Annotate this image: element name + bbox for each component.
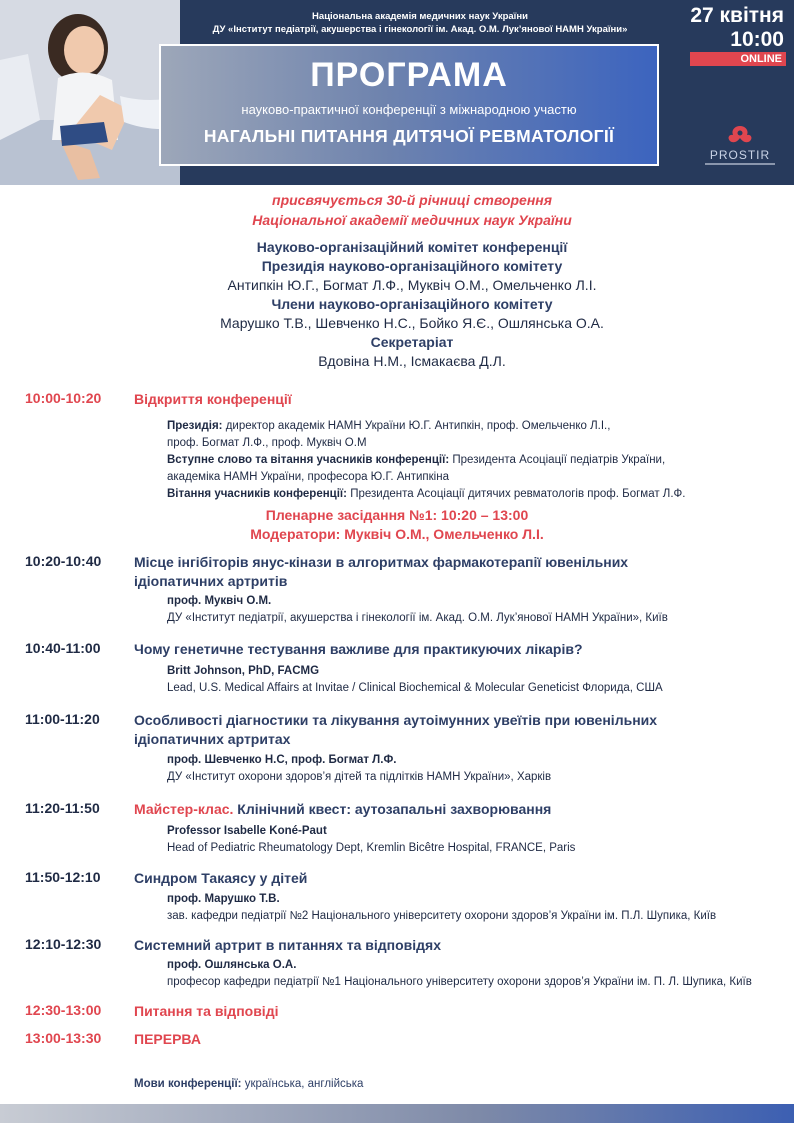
conference-languages <box>134 1078 363 1090</box>
speaker-name: проф. Марушко Т.В. <box>167 893 280 905</box>
committee-title: Науково-організаційний комітет конференції <box>256 239 568 255</box>
schedule-title: Системний артрит в питаннях та відповідях <box>134 937 442 953</box>
speaker-affiliation: Head of Pediatric Rheumatology Dept, Kremlin Bicêtre Hospital, FRANCE, Paris <box>167 842 576 854</box>
secretariat-names: Вдовіна Н.М., Ісмакаєва Д.Л. <box>318 353 506 369</box>
schedule-time: 11:20-11:50 <box>25 800 100 816</box>
org-line-2: ДУ «Інститут педіатрії, акушерства і гінекології ім. Акад. О.М. Лук’янової НАМН України» <box>212 24 628 35</box>
event-day: 27 квітня <box>690 4 784 27</box>
event-time: 10:00 <box>730 28 784 51</box>
header-banner <box>0 0 794 185</box>
speaker-name: проф. Ошлянська О.А. <box>167 959 297 971</box>
members-names: Марушко Т.В., Шевченко Н.С., Бойко Я.Є., Ошлянська О.А. <box>220 315 604 331</box>
schedule-title: Синдром Такаясу у дітей <box>134 870 308 886</box>
speaker-block <box>167 957 787 991</box>
speaker-name: Professor Isabelle Koné-Paut <box>167 825 327 837</box>
dedication-line-1: присвячується 30-й річниці створення <box>272 192 552 208</box>
schedule-time: 13:00-13:30 <box>25 1030 102 1046</box>
speaker-name: Britt Johnson, PhD, FACMG <box>167 665 320 677</box>
schedule-time: 11:00-11:20 <box>25 711 100 727</box>
schedule-time: 12:10-12:30 <box>25 936 102 952</box>
speaker-affiliation: професор кафедри педіатрії №1 Національного університету охорони здоров’я України ім. П. Л. Шупика, Київ <box>167 976 752 988</box>
event-date <box>690 4 784 52</box>
languages-label: Мови конференції: <box>134 1078 242 1090</box>
title-panel <box>159 44 659 166</box>
detail-label: Вступне слово та вітання учасників конференції: <box>167 454 450 466</box>
speaker-affiliation: ДУ «Інститут педіатрії, акушерства і гінекології ім. Акад. О.М. Лук’янової НАМН України», Київ <box>167 612 668 624</box>
intro-block <box>0 190 794 371</box>
speaker-name: проф. Шевченко Н.С, проф. Богмат Л.Ф. <box>167 754 397 766</box>
conference-topic: НАГАЛЬНІ ПИТАННЯ ДИТЯЧОЇ РЕВМАТОЛОГІЇ <box>203 126 615 146</box>
speaker-block <box>167 752 787 786</box>
speaker-block <box>167 663 787 697</box>
masterclass-label: Майстер-клас. <box>134 801 234 817</box>
schedule-title: Місце інгібіторів янус-кінази в алгоритмах фармакотерапії ювенільних ідіопатичних артритів <box>134 554 629 589</box>
schedule-time: 12:30-13:00 <box>25 1002 102 1018</box>
schedule-title: Майстер-клас. Клінічний квест: аутозапальні захворювання <box>134 801 552 817</box>
speaker-block <box>167 593 787 627</box>
child-photo-illustration <box>0 0 180 185</box>
program-title: ПРОГРАМА <box>310 56 508 94</box>
schedule-time: 11:50-12:10 <box>25 869 101 885</box>
detail-line: Президія: директор академік НАМН України Ю.Г. Антипкін, проф. Омельченко Л.І., <box>167 420 611 432</box>
members-title: Члени науково-організаційного комітету <box>271 296 553 312</box>
organization-lines <box>185 10 655 36</box>
org-line-1: Національна академія медичних наук України <box>312 11 528 22</box>
dedication-line-2: Національної академії медичних наук України <box>252 212 572 228</box>
detail-label: Президія: <box>167 420 223 432</box>
languages-value: українська, англійська <box>241 1078 364 1090</box>
speaker-block <box>167 891 787 925</box>
schedule-title: Питання та відповіді <box>134 1003 279 1019</box>
schedule-title: Чому генетичне тестування важливе для практикуючих лікарів? <box>134 641 583 657</box>
footer-bar <box>0 1104 794 1123</box>
schedule-time: 10:40-11:00 <box>25 640 101 656</box>
schedule-title: ПЕРЕРВА <box>134 1031 201 1047</box>
schedule-time: 10:00-10:20 <box>25 390 102 406</box>
secretariat-title: Секретаріат <box>370 334 454 350</box>
online-badge: ONLINE <box>690 52 786 66</box>
schedule-title: Особливості діагностики та лікування аутоімунних увеїтів при ювенільних ідіопатичних артритах <box>134 712 658 747</box>
detail-line: Вітання учасників конференції: Президента Асоціації дитячих ревматологів проф. Богмат Л.Ф. <box>167 488 686 500</box>
detail-line: академіка НАМН України, професора Ю.Г. Антипкіна <box>167 471 449 483</box>
program-subtitle: науково-практичної конференції з міжнародною участю <box>241 102 577 117</box>
plenary-moderators: Модератори: Муквіч О.М., Омельченко Л.І. <box>250 526 544 542</box>
opening-details <box>167 418 787 503</box>
detail-label: Вітання учасників конференції: <box>167 488 347 500</box>
detail-line: Вступне слово та вітання учасників конференції: Президента Асоціації педіатрів України, <box>167 454 666 466</box>
schedule-title: Відкриття конференції <box>134 391 292 407</box>
logo-text: PROSTIR <box>709 148 771 162</box>
detail-line: проф. Богмат Л.Ф., проф. Муквіч О.М <box>167 437 367 449</box>
speaker-affiliation: Lead, U.S. Medical Affairs at Invitae / Clinical Biochemical & Molecular Geneticist Флорида, США <box>167 682 663 694</box>
speaker-block <box>167 823 787 857</box>
logo-underline <box>705 163 775 165</box>
schedule-time: 10:20-10:40 <box>25 553 102 569</box>
presidium-title: Президія науково-організаційного комітету <box>261 258 563 274</box>
header-photo <box>0 0 180 185</box>
presidium-names: Антипкін Ю.Г., Богмат Л.Ф., Муквіч О.М., Омельченко Л.І. <box>227 277 597 293</box>
speaker-name: проф. Муквіч О.М. <box>167 595 272 607</box>
speaker-affiliation: зав. кафедри педіатрії №2 Національного університету охорони здоров’я України ім. П.Л. Шупика, Київ <box>167 910 717 922</box>
speaker-affiliation: ДУ «Інститут охорони здоров’я дітей та підлітків НАМН України», Харків <box>167 771 552 783</box>
plenary-session: Пленарне засідання №1: 10:20 – 13:00 <box>265 507 529 523</box>
logo-emblem-icon <box>725 124 755 146</box>
prostir-logo <box>704 124 776 172</box>
